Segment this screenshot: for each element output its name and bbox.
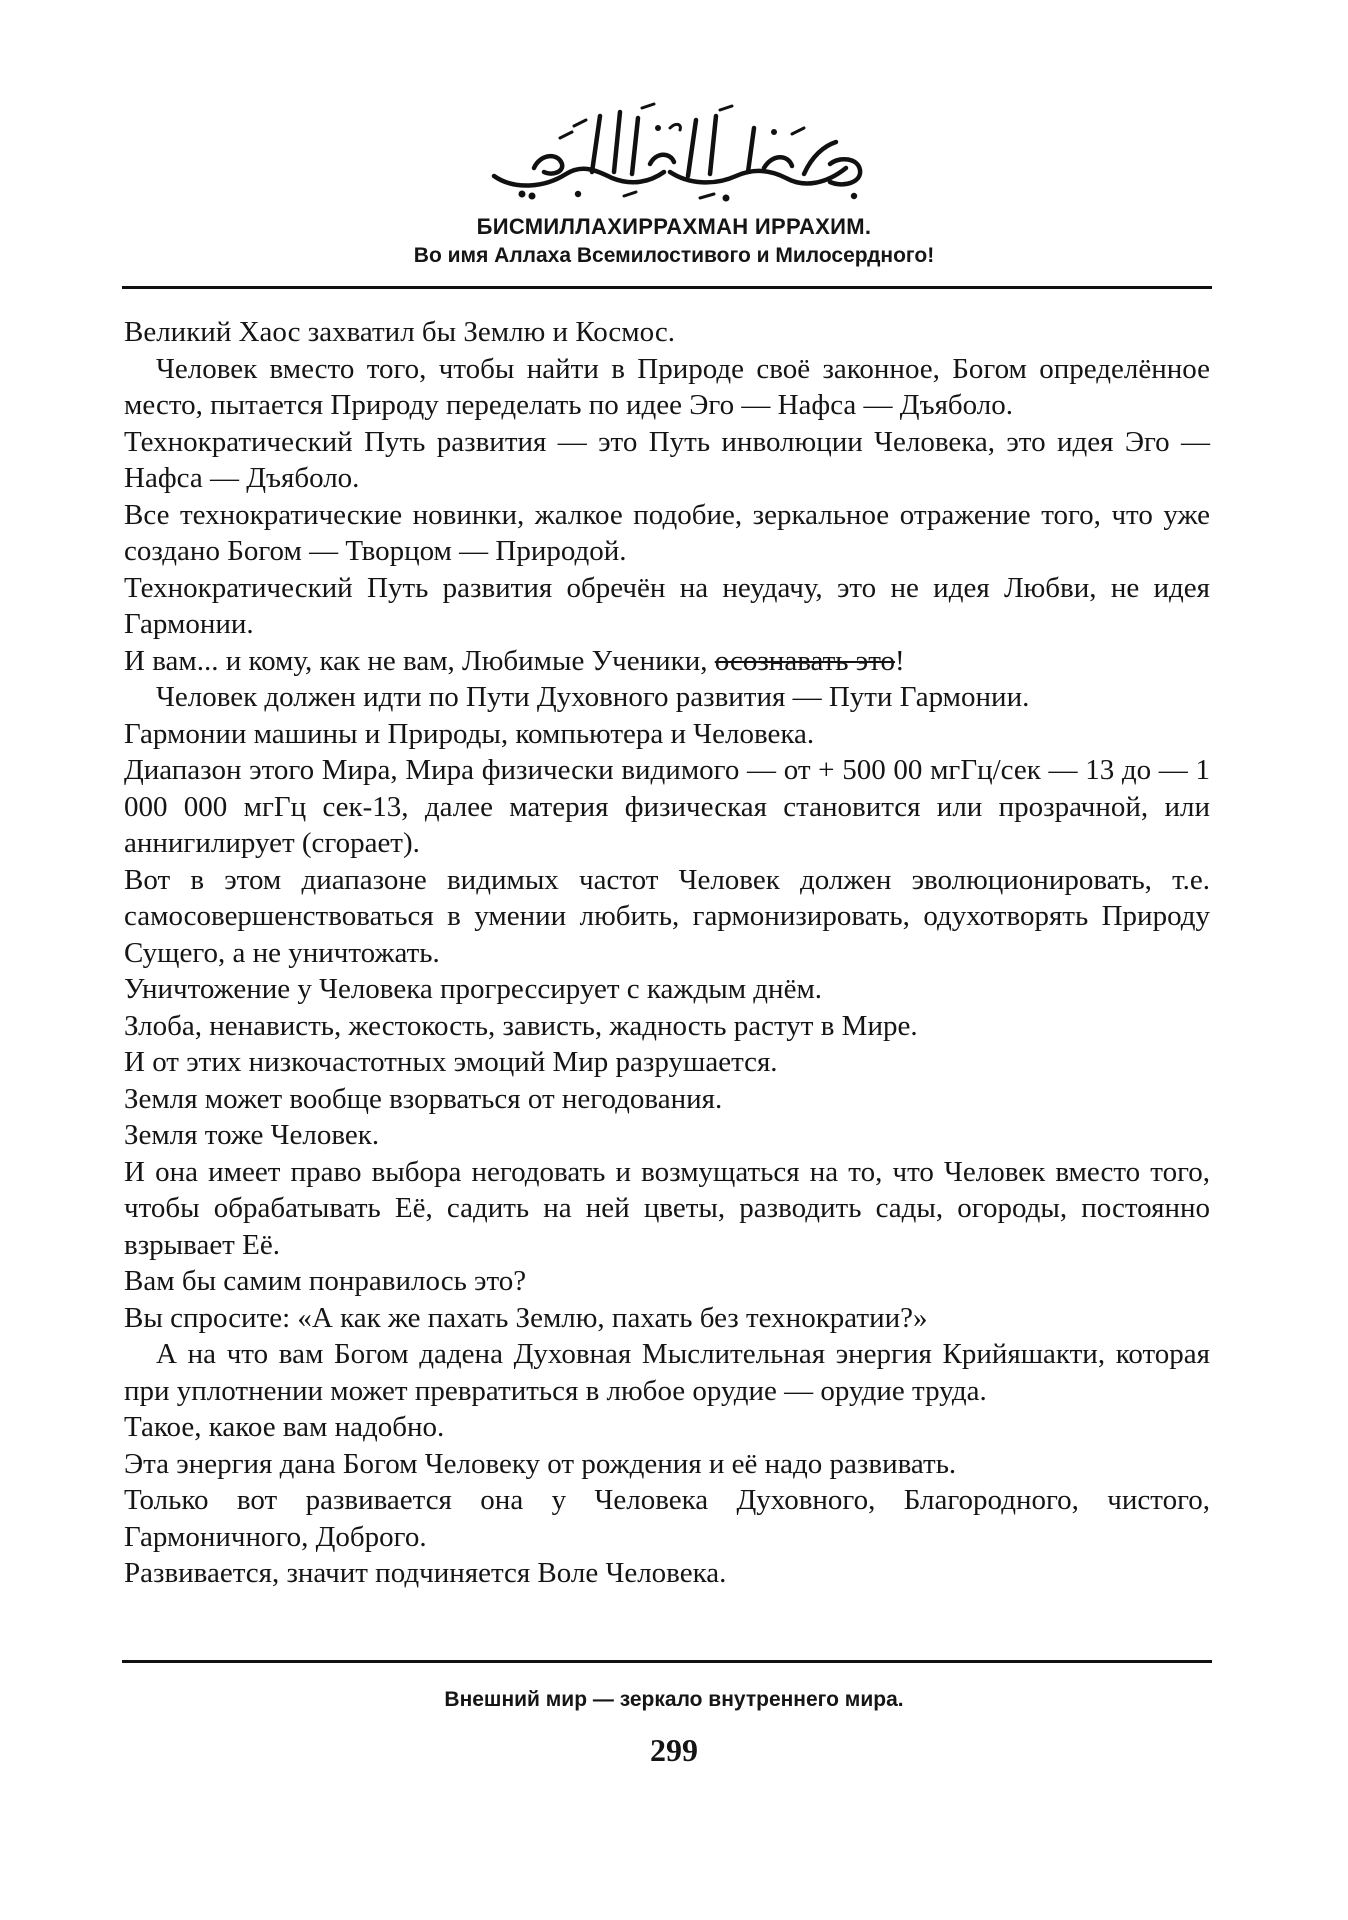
- basmala-calligraphy: [474, 98, 874, 210]
- paragraph: Только вот развивается она у Человека Духовного, Благородного, чистого, Гармоничного, Доброго.: [124, 1484, 1210, 1553]
- basmala-calligraphy-image: [474, 98, 874, 210]
- paragraph: Человек должен идти по Пути Духовного развития — Пути Гармонии.: [156, 681, 1030, 713]
- footer-caption: Внешний мир — зеркало внутреннего мира.: [444, 1688, 904, 1711]
- paragraph: Земля тоже Человек.: [124, 1119, 380, 1151]
- page-number: 299: [650, 1732, 698, 1768]
- body-text: [124, 314, 1210, 1592]
- paragraph: Технократический Путь развития — это Путь инволюции Человека, это идея Эго — Нафса — Дъяболо.: [124, 425, 1210, 494]
- paragraph: Такое, какое вам надобно.: [124, 1411, 445, 1443]
- paragraph: Технократический Путь развития обречён на неудачу, это не идея Любви, не идея Гармонии.: [124, 571, 1210, 640]
- header-title: БИСМИЛЛАХИРРАХМАН ИРРАХИМ.: [476, 214, 872, 239]
- paragraph: Гармонии машины и Природы, компьютера и Человека.: [124, 717, 815, 750]
- paragraph: Великий Хаос захватил бы Землю и Космос.: [124, 316, 675, 348]
- paragraph: И от этих низкочастотных эмоций Мир разрушается.: [124, 1046, 778, 1078]
- paragraph: Вам бы самим понравилось это?: [124, 1265, 527, 1297]
- paragraph: Вот в этом диапазоне видимых частот Человек должен эволюционировать, т.е. самосовершенствоваться в умении любить, гармонизировать, одухотворять Природу Сущего, а не уничтожать.: [124, 863, 1210, 969]
- paragraph: Уничтожение у Человека прогрессирует с каждым днём.: [124, 973, 823, 1005]
- struck-text: осознавать это: [714, 644, 896, 677]
- header-subtitle: Во имя Аллаха Всемилостивого и Милосердного!: [413, 244, 935, 267]
- top-divider: [122, 286, 1212, 289]
- paragraph: [124, 643, 1210, 680]
- paragraph: А на что вам Богом дадена Духовная Мыслительная энергия Крийяшакти, которая при уплотнении может превратиться в любое орудие — орудие труда.: [124, 1338, 1210, 1407]
- paragraph: Развивается, значит подчиняется Воле Человека.: [124, 1557, 727, 1589]
- paragraph-tail: !: [895, 644, 905, 677]
- paragraph: Земля может вообще взорваться от негодования.: [124, 1082, 723, 1115]
- paragraph: И она имеет право выбора негодовать и возмущаться на то, что Человек вместо того, чтобы обрабатывать Её, садить на ней цветы, разводить сады, огороды, постоянно взрывает Её.: [124, 1155, 1210, 1261]
- paragraph-text: И вам... и кому, как не вам, Любимые Ученики,: [124, 644, 715, 677]
- paragraph: Злоба, ненависть, жестокость, зависть, жадность растут в Мире.: [124, 1009, 918, 1042]
- paragraph: Вы спросите: «А как же пахать Землю, пахать без технократии?»: [124, 1301, 928, 1334]
- paragraph: Эта энергия дана Богом Человеку от рождения и её надо развивать.: [124, 1447, 957, 1480]
- paragraph: Все технократические новинки, жалкое подобие, зеркальное отражение того, что уже создано Богом — Творцом — Природой.: [124, 498, 1210, 567]
- paragraph: Диапазон этого Мира, Мира физически видимого — от + 500 00 мгГц/сек — 13 до — 1 000 000 мгГц сек-13, далее материя физическая становится или прозрачной, или аннигилирует (сгорает).: [124, 754, 1210, 859]
- paragraph: Человек вместо того, чтобы найти в Природе своё законное, Богом определённое место, пытается Природу переделать по идее Эго — Нафса — Дъяболо.: [124, 352, 1210, 421]
- bottom-divider: [122, 1660, 1212, 1663]
